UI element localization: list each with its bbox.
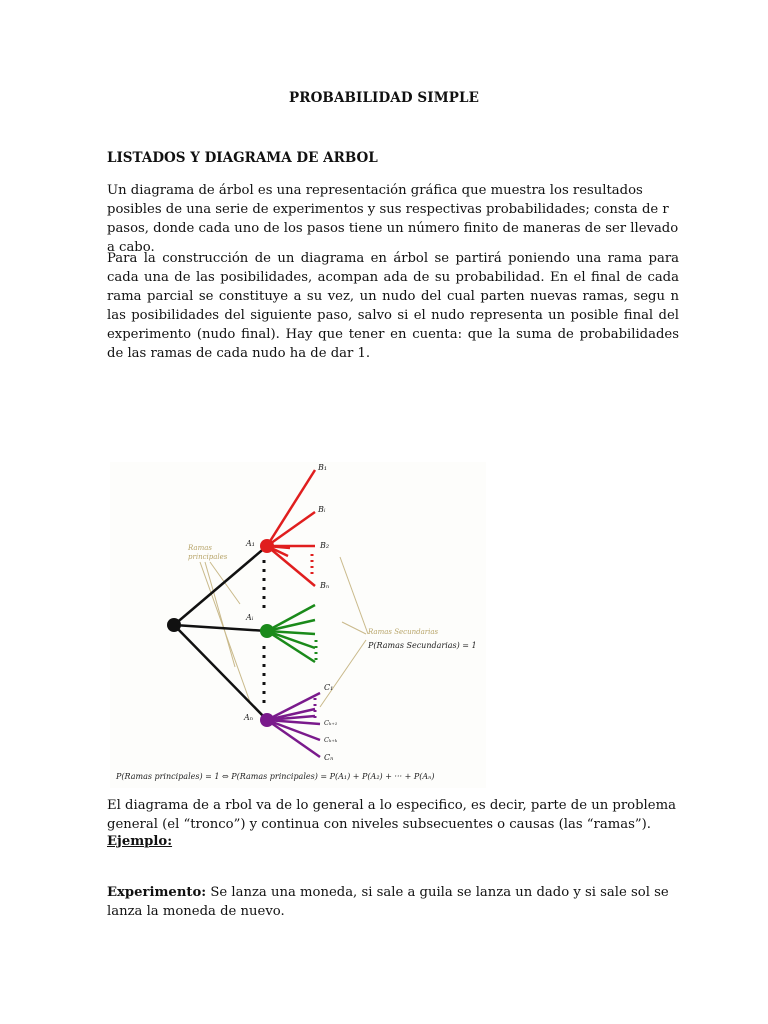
label-bn: Bₙ (320, 581, 330, 590)
label-ramas-secundarias: Ramas Secundarias (368, 628, 439, 636)
paragraph-construction: Para la construcción de un diagrama en árbol se partirá poniendo una rama para cada una de las posibilidades, acompan ada de su probabilidad. En el final de cada rama parcial se constituye a su vez, un nudo del cual parten nuevas ramas, segu n las posibilidades del siguiente paso, salvo si el nudo representa un posible final del experimento (nudo final). Hay que tener en cuenta: que la suma de probabilidades de las ramas de cada nudo ha de dar 1. (107, 251, 679, 361)
section-heading: LISTADOS Y DIAGRAMA DE ARBOL (107, 150, 378, 166)
experiment-text: Se lanza una moneda, si sale a guila se lanza un dado y si sale sol se lanza la moneda de nuevo. (107, 885, 669, 919)
node-an (260, 713, 274, 727)
paragraph-definition: Un diagrama de árbol es una representación gráfica que muestra los resultados posibles de una serie de experimentos y sus respectivas probabilidades; consta de r pasos, donde cada uno de los pasos tiene un número finito de maneras de ser llevado a cabo. (107, 183, 679, 255)
label-c1: C₁ (324, 683, 334, 692)
page-title: PROBABILIDAD SIMPLE (289, 90, 479, 106)
label-an: Aₙ (244, 713, 254, 722)
label-ck1: Cₖ₊₁ (324, 719, 338, 727)
tree-diagram (110, 462, 486, 788)
label-ramas-principales: Ramas principales (188, 544, 228, 561)
label-b1: B₁ (318, 463, 328, 472)
paragraph-experiment (107, 883, 679, 921)
branches-an (267, 693, 320, 757)
label-prob-secundarias: P(Ramas Secundarias) = 1 (368, 641, 477, 650)
node-a1 (260, 539, 274, 553)
label-a1: A₁ (246, 539, 255, 548)
tree-diagram-figure (110, 462, 486, 788)
label-ai: Aᵢ (246, 613, 254, 622)
root-node (167, 618, 181, 632)
probability-formula: P(Ramas principales) = 1 ⇔ P(Ramas principales) = P(A₁) + P(A₂) + ··· + P(Aₙ) (116, 772, 435, 781)
node-ai (260, 624, 274, 638)
label-bi: Bᵢ (318, 505, 326, 514)
main-branches (174, 546, 267, 720)
label-ck: Cₖ₊ₖ (324, 736, 338, 744)
branches-ai (267, 605, 315, 662)
branches-a1 (267, 470, 315, 586)
paragraph-general-to-specific: El diagrama de a rbol va de lo general a lo especifico, es decir, parte de un problema general (el “tronco”) y continua con niveles subsecuentes o causas (las “ramas”). (107, 798, 676, 832)
example-heading: Ejemplo: (107, 834, 173, 849)
label-cn: Cₙ (324, 753, 334, 762)
experiment-label: Experimento: (107, 885, 207, 900)
label-b2: B₂ (320, 541, 330, 550)
